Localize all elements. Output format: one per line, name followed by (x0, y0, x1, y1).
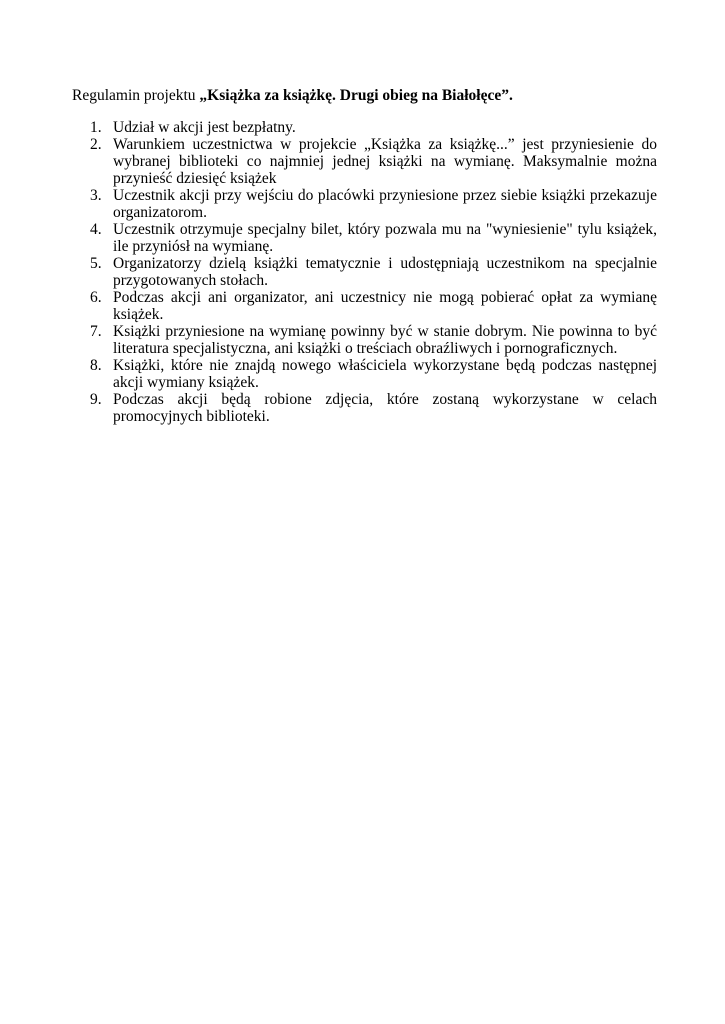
rule-number: 2. (90, 136, 102, 153)
rule-number: 1. (90, 119, 102, 136)
rule-item (72, 357, 657, 391)
rule-item (72, 187, 657, 221)
rule-item (72, 119, 657, 136)
rule-text: Warunkiem uczestnictwa w projekcie „Książka za książkę...” jest przyniesienie do wybranej biblioteki co najmniej jednej książki na wymianę. Maksymalnie można przynieść dziesięć książek (113, 136, 657, 187)
rule-number: 7. (90, 323, 102, 340)
rule-text: Uczestnik otrzymuje specjalny bilet, który pozwala mu na "wyniesienie" tylu książek, ile przyniósł na wymianę. (113, 221, 657, 255)
rule-number: 8. (90, 357, 102, 374)
rule-text: Udział w akcji jest bezpłatny. (113, 119, 296, 136)
rule-item (72, 391, 657, 425)
rule-text: Uczestnik akcji przy wejściu do placówki przyniesione przez siebie książki przekazuje organizatorom. (113, 187, 657, 221)
rule-item (72, 136, 657, 187)
rule-text: Organizatorzy dzielą książki tematycznie i udostępniają uczestnikom na specjalnie przygotowanych stołach. (113, 255, 657, 289)
rule-text: Książki, które nie znajdą nowego właściciela wykorzystane będą podczas następnej akcji wymiany książek. (113, 357, 657, 391)
rule-text: Podczas akcji ani organizator, ani uczestnicy nie mogą pobierać opłat za wymianę książek. (113, 289, 657, 323)
document-title (72, 87, 672, 104)
rule-number: 4. (90, 221, 102, 238)
rule-item (72, 221, 657, 255)
rule-item (72, 323, 657, 357)
rule-item (72, 289, 657, 323)
rule-text: Podczas akcji będą robione zdjęcia, które zostaną wykorzystane w celach promocyjnych biblioteki. (113, 391, 657, 425)
rule-item (72, 255, 657, 289)
rule-number: 5. (90, 255, 102, 272)
rule-text: Książki przyniesione na wymianę powinny być w stanie dobrym. Nie powinna to być literatura specjalistyczna, ani książki o treściach obraźliwych i pornograficznych. (113, 323, 657, 357)
rule-number: 3. (90, 187, 102, 204)
project-name: „Książka za książkę. Drugi obieg na Białołęce”. (199, 87, 513, 104)
rules-list (72, 119, 657, 425)
title-prefix: Regulamin projektu (72, 87, 200, 104)
rule-number: 9. (90, 391, 102, 408)
rule-number: 6. (90, 289, 102, 306)
